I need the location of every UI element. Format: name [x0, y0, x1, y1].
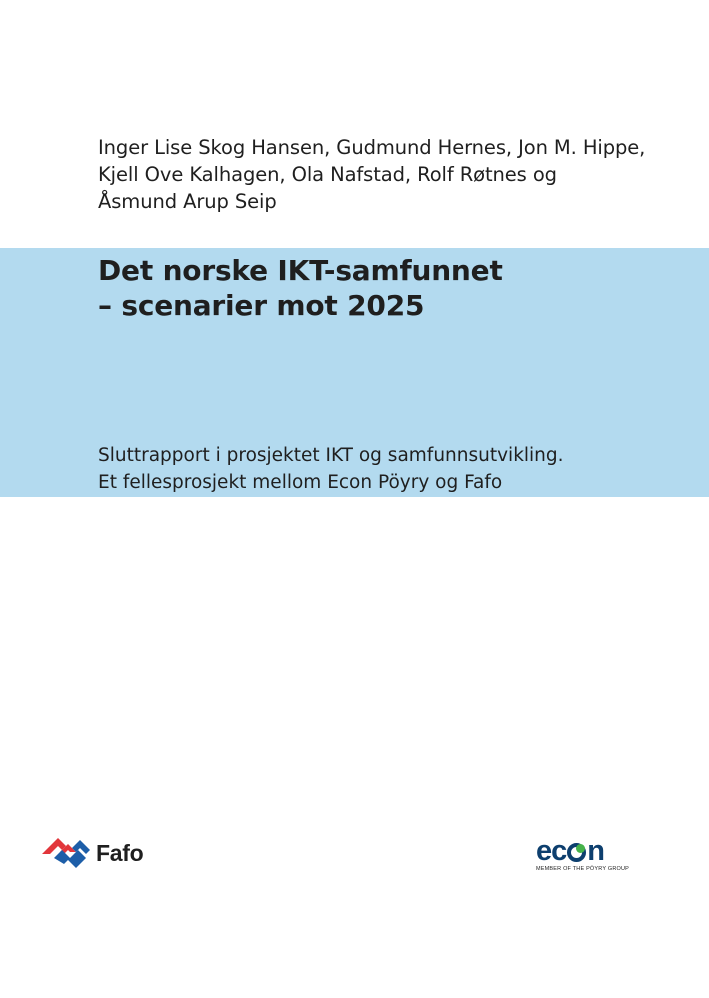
report-subtitle — [98, 442, 564, 496]
fafo-logo-text: Fafo — [96, 839, 144, 866]
report-title — [98, 253, 503, 323]
subtitle-line-1: Sluttrapport i prosjektet IKT og samfunnsutvikling. — [98, 445, 564, 466]
econ-logo — [536, 835, 630, 872]
econ-o-icon — [567, 843, 586, 862]
authors-list — [98, 134, 688, 215]
title-line-2: – scenarier mot 2025 — [98, 289, 425, 322]
fafo-logo — [42, 836, 143, 870]
subtitle-line-2: Et fellesprosjekt mellom Econ Pöyry og Fafo — [98, 472, 503, 493]
authors-line-3: Åsmund Arup Seip — [98, 190, 277, 213]
econ-green-dot-icon — [576, 844, 585, 853]
econ-wordmark-suffix: n — [587, 835, 604, 867]
econ-wordmark — [536, 835, 626, 867]
authors-line-1: Inger Lise Skog Hansen, Gudmund Hernes, Jon M. Hippe, — [98, 136, 646, 159]
authors-line-2: Kjell Ove Kalhagen, Ola Nafstad, Rolf Røtnes og — [98, 163, 557, 186]
title-line-1: Det norske IKT-samfunnet — [98, 254, 503, 287]
econ-wordmark-prefix: ec — [536, 835, 567, 867]
fafo-logo-mark-icon — [42, 836, 92, 870]
econ-tagline: MEMBER OF THE PÖYRY GROUP — [536, 866, 630, 872]
